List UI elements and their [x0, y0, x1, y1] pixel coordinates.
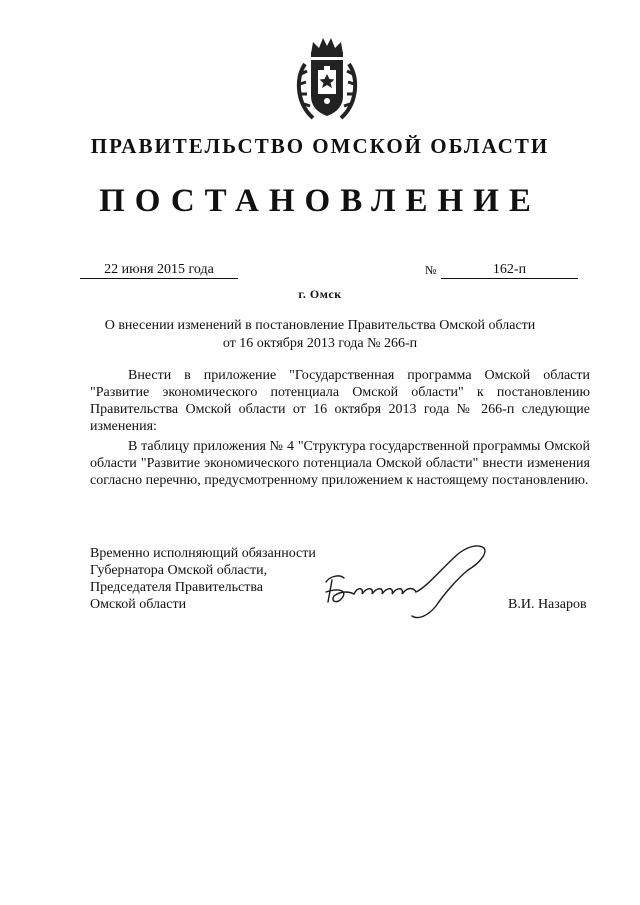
document-number: 162-п	[441, 262, 578, 279]
document-subject	[60, 317, 580, 353]
government-name: ПРАВИТЕЛЬСТВО ОМСКОЙ ОБЛАСТИ	[90, 134, 550, 158]
body-paragraph-1: Внести в приложение "Государственная программа Омской области "Развитие экономического потенциала Омской области" к постановлению Правительства Омской области от 16 октября 2013 года № 266-п следующие изменения:	[90, 368, 590, 434]
number-label: №	[425, 263, 437, 277]
subject-line-1: О внесении изменений в постановление Правительства Омской области	[104, 318, 536, 333]
signatory-title	[90, 545, 316, 613]
city-name: г. Омск	[298, 287, 342, 301]
body-paragraph-2: В таблицу приложения № 4 "Структура государственной программы Омской области "Развитие экономического потенциала Омской области" внести изменения согласно перечню, предусмотренному приложением к настоящему постановлению.	[90, 439, 590, 488]
signatory-title-line: Губернатора Омской области,	[90, 563, 268, 578]
document-type-title: ПОСТАНОВЛЕНИЕ	[99, 183, 541, 219]
coat-of-arms-emblem	[291, 34, 363, 124]
signatory-title-line: Омской области	[90, 597, 187, 612]
signatory-title-line: Временно исполняющий обязанности	[90, 546, 316, 561]
signer-name: В.И. Назаров	[508, 597, 587, 612]
subject-line-2: от 16 октября 2013 года № 266-п	[222, 336, 418, 351]
signatory-title-line: Председателя Правительства	[90, 580, 264, 595]
handwritten-signature	[318, 540, 498, 620]
document-date: 22 июня 2015 года	[80, 262, 238, 279]
